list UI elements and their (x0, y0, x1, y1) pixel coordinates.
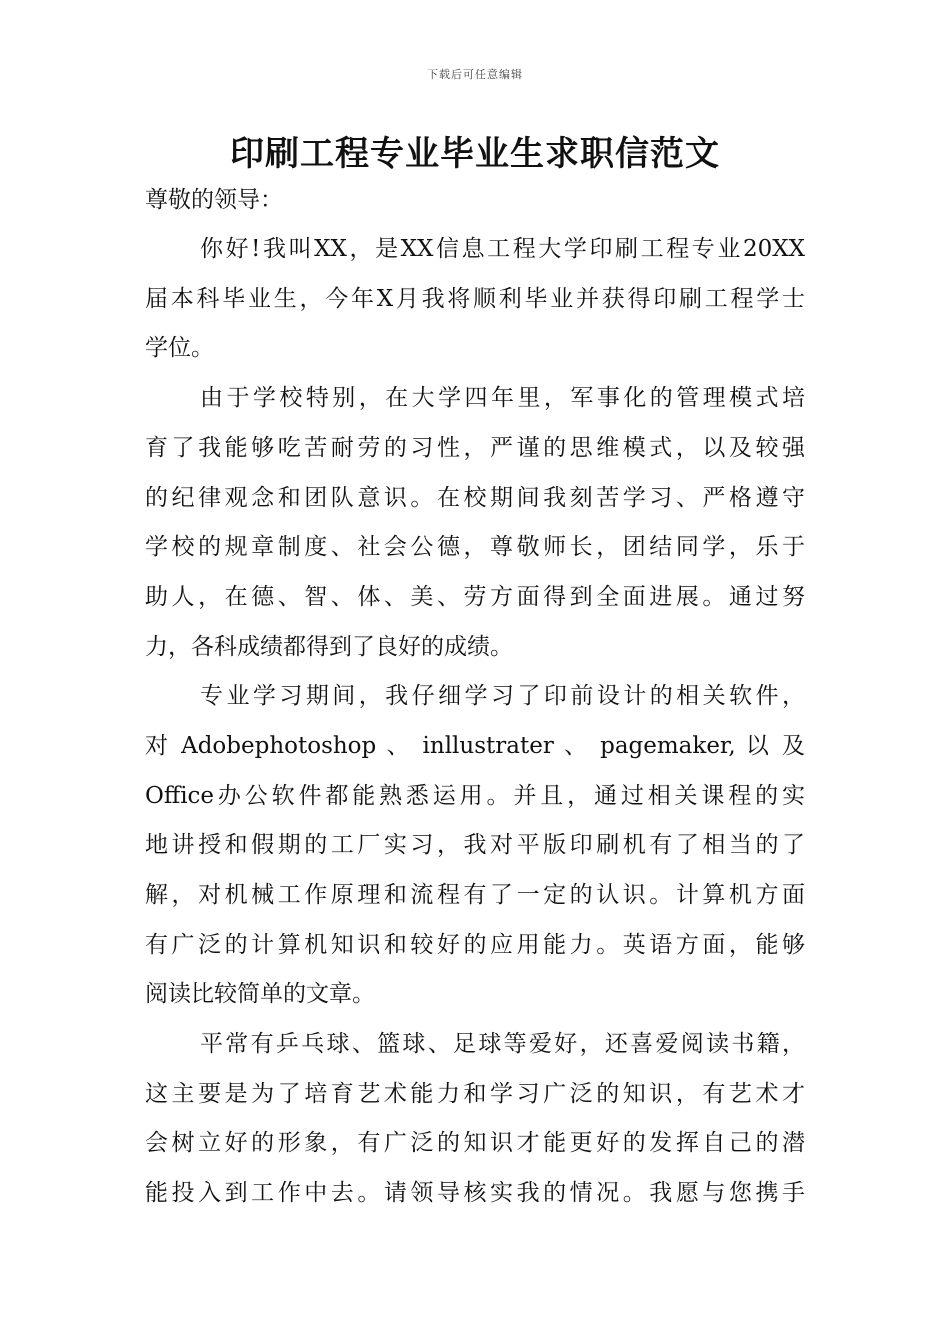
body-line: 学校的规章制度、社会公德，尊敬师长，团结同学，乐于 (145, 534, 805, 560)
salutation: 尊敬的领导： (145, 187, 283, 213)
body-line: 有广泛的计算机知识和较好的应用能力。英语方面，能够 (145, 932, 805, 958)
body-line: 育了我能够吃苦耐劳的习性，严谨的思维模式，以及较强 (145, 435, 805, 461)
body-line: 的纪律观念和团队意识。在校期间我刻苦学习、严格遵守 (145, 485, 805, 511)
body-line: 届本科毕业生，今年X月我将顺利毕业并获得印刷工程学士 (145, 286, 805, 312)
body-line: 阅读比较简单的文章。 (145, 981, 375, 1007)
body-line: 由于学校特别，在大学四年里，军事化的管理模式培 (200, 385, 805, 411)
body-line: 你好!我叫XX，是XX信息工程大学印刷工程专业20XX (200, 236, 805, 262)
document-title: 印刷工程专业毕业生求职信范文 (230, 134, 720, 174)
body-line: 会树立好的形象，有广泛的知识才能更好的发挥自己的潜 (145, 1130, 805, 1156)
body-line: 力，各科成绩都得到了良好的成绩。 (145, 634, 513, 660)
body-line: 这主要是为了培育艺术能力和学习广泛的知识，有艺术才 (145, 1081, 805, 1107)
body-line: 对 Adobephotoshop 、 inllustrater 、 pagemaker, 以 及 (145, 733, 805, 759)
body-line: Office办公软件都能熟悉运用。并且，通过相关课程的实 (145, 783, 805, 809)
body-line: 解，对机械工作原理和流程有了一定的认识。计算机方面 (145, 882, 805, 908)
body-line: 学位。 (145, 335, 214, 361)
body-line: 能投入到工作中去。请领导核实我的情况。我愿与您携手 (145, 1180, 805, 1206)
header-note: 下载后可任意编辑 (427, 68, 523, 81)
body-line: 地讲授和假期的工厂实习，我对平版印刷机有了相当的了 (145, 832, 805, 858)
body-line: 助人，在德、智、体、美、劳方面得到全面进展。通过努 (145, 584, 805, 610)
body-line: 平常有乒乓球、篮球、足球等爱好，还喜爱阅读书籍， (200, 1031, 805, 1057)
body-line: 专业学习期间，我仔细学习了印前设计的相关软件， (200, 683, 805, 709)
